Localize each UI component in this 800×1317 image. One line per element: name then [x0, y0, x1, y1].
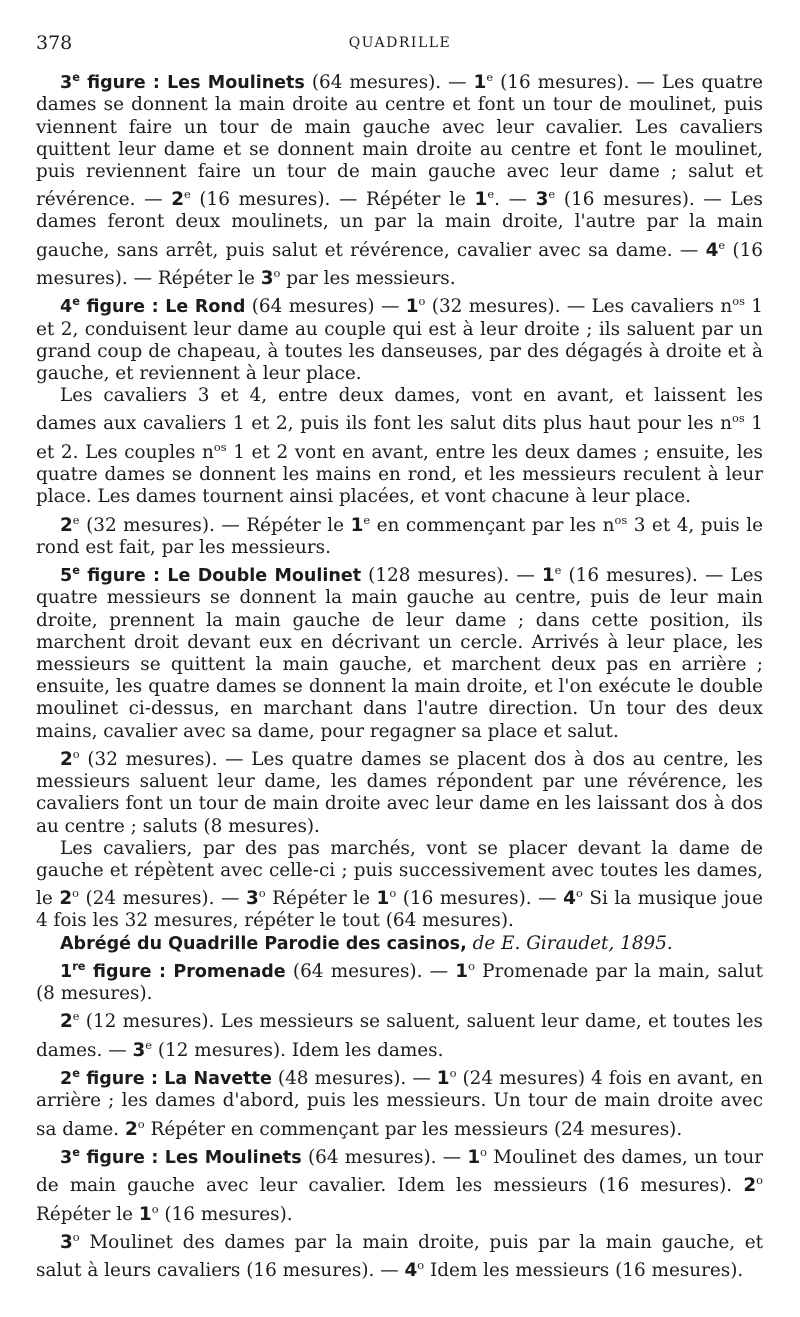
text-run: (24 mesures). —	[78, 888, 246, 910]
text-run: Répéter le	[265, 888, 377, 910]
page-number: 378	[36, 32, 73, 54]
text-run: de E. Giraudet, 1895.	[466, 932, 673, 954]
text-run: e	[72, 70, 80, 84]
text-run: figure : Le Rond	[79, 297, 246, 318]
text-run: 4	[563, 888, 576, 910]
text-run: Si la musique joue 4 fois les 32 mesures, répéter le tout (64 mesures).	[36, 888, 763, 932]
text-run: e	[72, 512, 80, 527]
text-run: os	[731, 411, 745, 426]
text-run: e	[487, 187, 495, 202]
text-run: figure : Le Double Moulinet	[79, 566, 362, 587]
text-run: e	[72, 1066, 80, 1081]
text-run: (24 mesures) 4 fois en avant, en arrière ; les dames d'abord, puis les messieurs. Un tour de main droite avec sa dame.	[36, 1068, 763, 1140]
text-run: o	[72, 1229, 80, 1244]
paragraph	[36, 559, 763, 743]
text-run: figure : Promenade	[85, 962, 286, 983]
text-run: o	[480, 1144, 487, 1159]
paragraph	[36, 1141, 763, 1226]
text-run: o	[389, 886, 397, 901]
text-run: (64 mesures). —	[304, 72, 474, 94]
text-run: 1	[350, 514, 364, 536]
text-run: (12 mesures). Les messieurs se saluent, saluent leur dame, et toutes les dames. —	[36, 1011, 763, 1061]
text-run: figure : La Navette	[79, 1069, 272, 1090]
text-run: e	[72, 294, 80, 309]
text-run: os	[614, 512, 628, 527]
text-run: (16 mesures). — Les quatre dames se donnent la main droite au centre et font un tour de moulinet, puis viennent faire un tour de main gauche avec leur cavalier. Les cavaliers quittent leur dame et se donnent main droite au centre et font le moulinet, puis reviennent faire un tour de main gauche avec leur dame ; salut et révérence. —	[36, 72, 763, 211]
text-run: e	[145, 1037, 152, 1052]
text-run: o	[756, 1173, 763, 1188]
body-text	[36, 66, 763, 1283]
text-run: o	[72, 746, 80, 761]
text-run: (32 mesures). — Les quatre dames se placent dos à dos au centre, les messieurs saluent leur dame, les dames répondent par une révérence, les cavaliers font un tour de main droite avec leur dame en les laissant dos à dos au centre ; saluts (8 mesures).	[36, 748, 763, 837]
paragraph	[36, 385, 763, 508]
text-run: (16 mesures).	[158, 1203, 293, 1225]
paragraph	[36, 1005, 763, 1062]
text-run: e	[72, 1009, 80, 1024]
running-title: QUADRILLE	[348, 35, 452, 51]
paragraph	[36, 955, 763, 1006]
text-run: re	[72, 958, 86, 973]
text-run: o	[468, 958, 475, 973]
text-run: 1 et 2, conduisent leur dame au couple qui est à leur droite ; ils saluent par un grand coup de chapeau, à toutes les danseuses, par des dégagés à droite et à gauche, et reviennent à leur place.	[36, 296, 764, 385]
text-run: e	[72, 1144, 80, 1159]
text-run: e	[554, 563, 562, 578]
text-run: 2	[125, 1118, 138, 1140]
text-run: 1 et 2 vont en avant, entre les deux dames ; ensuite, les quatre dames se donnent les mains en rond, et les messieurs reculent à leur place. Les dames tournent ainsi placées, et vont chacune à leur place.	[36, 441, 763, 508]
text-run: (48 mesures). —	[271, 1068, 437, 1090]
text-run: 4	[60, 297, 73, 318]
text-run: Abrégé du Quadrille Parodie des casinos,	[60, 933, 467, 954]
text-run: o	[575, 886, 583, 901]
text-run: 3 et 4, puis le rond est fait, par les messieurs.	[36, 514, 764, 558]
text-run: 1	[138, 1203, 152, 1225]
text-run: 3	[60, 1148, 73, 1169]
text-run: 1	[436, 1068, 450, 1090]
text-run: Les cavaliers, par des pas marchés, vont se placer devant la dame de gauche et répètent avec celle-ci ; puis successivement avec toutes les dames, le	[36, 837, 763, 910]
text-run: figure : Les Moulinets	[79, 1148, 302, 1169]
paragraph	[36, 743, 763, 838]
text-run: 1 et 2. Les couples n	[36, 413, 763, 463]
text-run: (32 mesures). — Les cavaliers n	[425, 296, 733, 318]
text-run: (12 mesures). Idem les dames.	[151, 1039, 444, 1061]
text-run: e	[718, 237, 726, 252]
text-run: Les cavaliers 3 et 4, entre deux dames, vont en avant, et laissent les dames aux cavaliers 1 et 2, puis ils font les salut dits plus haut pour les n	[36, 385, 763, 435]
paragraph	[36, 290, 763, 385]
text-run: 2	[60, 1011, 73, 1033]
text-run: e	[363, 512, 371, 527]
text-run: (128 mesures). —	[361, 565, 542, 587]
text-run: (16 mesures). —	[396, 888, 564, 910]
text-run: o	[449, 1066, 457, 1081]
text-run: 1	[541, 565, 555, 587]
paragraph	[36, 66, 763, 290]
text-run: 1	[376, 888, 390, 910]
paragraph	[36, 1226, 763, 1283]
text-run: o	[151, 1201, 159, 1216]
text-run: 2	[743, 1175, 757, 1197]
text-run: os	[213, 439, 227, 454]
text-run: 3	[245, 888, 259, 910]
text-run: . —	[494, 189, 536, 211]
text-run: Répéter en commençant par les messieurs (24 mesures).	[144, 1118, 683, 1140]
text-run: 5	[60, 566, 73, 587]
text-run: e	[486, 70, 494, 84]
text-run: Moulinet des dames par la main droite, puis par la main gauche, et salut à leurs cavaliers (16 mesures). —	[36, 1232, 763, 1282]
text-run: Promenade par la main, salut (8 mesures).	[36, 961, 763, 1005]
text-run: (64 mesures). —	[285, 961, 456, 983]
text-run: 3	[535, 189, 549, 211]
text-run: o	[72, 886, 79, 901]
text-run: 4	[705, 239, 719, 261]
text-run: 3	[60, 1232, 73, 1254]
text-run: e	[548, 187, 556, 202]
paragraph	[36, 509, 763, 560]
text-run: figure : Les Moulinets	[79, 73, 305, 94]
text-run: Idem les messieurs (16 mesures).	[424, 1260, 744, 1282]
text-run: en commençant par les n	[370, 514, 615, 536]
paragraph	[36, 838, 763, 933]
text-run: 2	[60, 748, 73, 770]
text-run: 3	[132, 1039, 146, 1061]
text-run: 2	[60, 1069, 73, 1090]
text-run: 1	[473, 72, 487, 94]
text-run: o	[137, 1116, 145, 1131]
text-run: Moulinet des dames, un tour de main gauche avec leur cavalier. Idem les messieurs (16 mesures).	[36, 1147, 763, 1197]
text-run: (64 mesures). —	[301, 1147, 468, 1169]
text-run: 1	[467, 1147, 481, 1169]
text-run: 1	[474, 189, 488, 211]
text-run: (32 mesures). — Répéter le	[79, 514, 351, 536]
text-run: 2	[59, 888, 73, 910]
text-run: 1	[60, 962, 73, 983]
text-run: 2	[171, 189, 184, 211]
text-run: (16 mesures). — Les dames feront deux moulinets, un par la main droite, l'autre par la main gauche, sans arrêt, puis salut et révérence, cavalier avec sa dame. —	[36, 189, 763, 261]
text-run: 3	[60, 73, 73, 94]
text-run: os	[732, 294, 745, 309]
paragraph	[36, 933, 763, 955]
text-run: o	[417, 1258, 425, 1273]
text-run: e	[183, 187, 191, 202]
text-run: (16 mesures). — Répéter le	[190, 189, 475, 211]
text-run: 1	[405, 296, 419, 318]
text-run: par les messieurs.	[280, 268, 456, 290]
paragraph	[36, 1062, 763, 1141]
text-run: 4	[404, 1260, 418, 1282]
text-run: 1	[455, 961, 469, 983]
text-run: o	[258, 886, 266, 901]
text-run: Répéter le	[36, 1203, 139, 1225]
text-run: (16 mesures). — Les quatre messieurs se donnent la main gauche au centre, puis de leur main droite, prennent la main gauche de leur dame ; dans cette position, ils marchent droit devant eux en décrivant un cercle. Arrivés à leur place, les messieurs se quittent la main gauche, et marchent deux pas en arrière ; ensuite, les quatre dames se donnent la main droite, et l'on exécute le double moulinet ci-dessus, en marchant dans l'autre direction. Un tour des deux mains, cavalier avec sa dame, pour regagner sa place et salut.	[36, 565, 763, 742]
text-run: o	[273, 266, 281, 280]
text-run: (16 mesures). — Répéter le	[36, 239, 763, 290]
text-run: 2	[60, 514, 73, 536]
text-run: e	[72, 563, 80, 578]
text-run: (64 mesures) —	[245, 296, 406, 318]
text-run: 3	[260, 268, 274, 290]
text-run: o	[418, 294, 426, 309]
